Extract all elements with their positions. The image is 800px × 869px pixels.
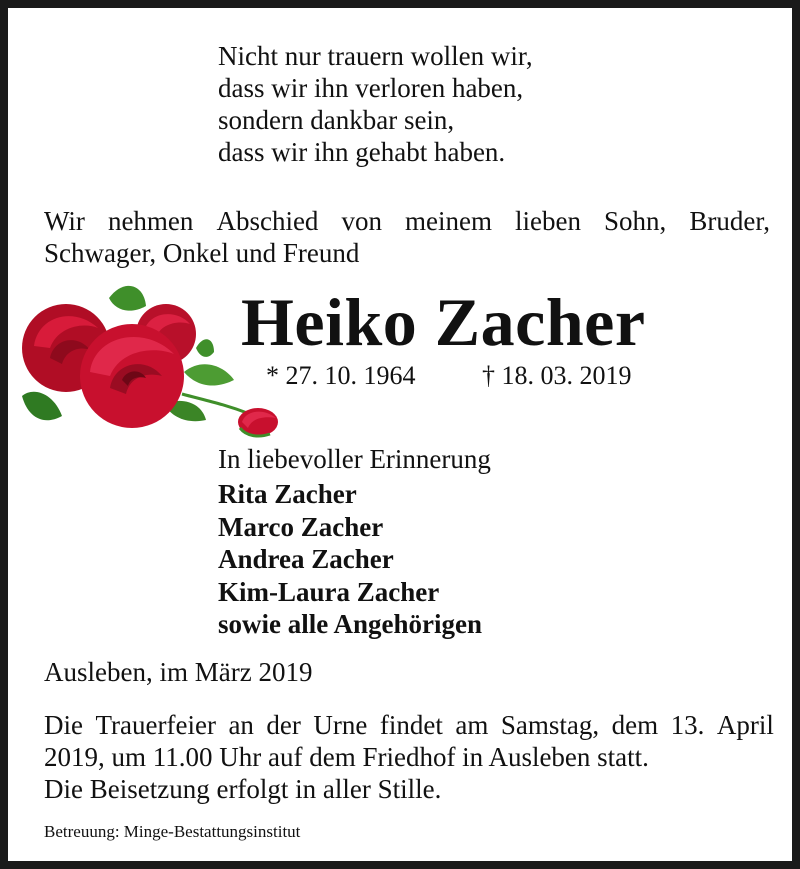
- mourner-name: sowie alle Angehörigen: [218, 609, 482, 639]
- service-line-2: 2019, um 11.00 Uhr auf dem Friedhof in Ausleben statt.: [44, 742, 649, 772]
- service-line-3: Die Beisetzung erfolgt in aller Stille.: [44, 774, 442, 804]
- birth-date: * 27. 10. 1964: [266, 361, 416, 390]
- service-word: April: [716, 710, 774, 740]
- service-word: der: [266, 710, 301, 740]
- mourner-name: Rita Zacher: [218, 479, 357, 509]
- intro-word: meinem: [405, 206, 492, 236]
- service-word: Samstag,: [500, 710, 600, 740]
- mourner-name: Andrea Zacher: [218, 544, 394, 574]
- poem-line: dass wir ihn gehabt haben.: [218, 137, 506, 167]
- service-word: 13.: [670, 710, 705, 740]
- intro-word: Bruder,: [689, 206, 770, 236]
- funeral-home-credit: Betreuung: Minge-Bestattungsinstitut: [44, 822, 301, 841]
- intro-word: lieben: [515, 206, 581, 236]
- poem-line: Nicht nur trauern wollen wir,: [218, 41, 533, 71]
- farewell-intro: [44, 205, 770, 269]
- service-line-1: [44, 709, 774, 741]
- service-word: Die: [44, 710, 83, 740]
- intro-word: Sohn,: [604, 206, 667, 236]
- intro-word: von: [341, 206, 382, 236]
- intro-word: Wir: [44, 206, 85, 236]
- intro-word: nehmen: [107, 206, 194, 236]
- service-word: findet: [379, 710, 443, 740]
- service-word: an: [228, 710, 254, 740]
- mourners-list: [218, 478, 482, 641]
- mourner-name: Kim-Laura Zacher: [218, 576, 440, 607]
- poem-line: dass wir ihn verloren haben,: [218, 73, 524, 103]
- service-word: Trauerfeier: [95, 710, 216, 740]
- intro-line-2: Schwager, Onkel und Freund: [44, 238, 360, 268]
- place-date: Ausleben, im März 2019: [44, 657, 313, 687]
- intro-word: Abschied: [216, 206, 319, 236]
- deceased-name: Heiko Zacher: [241, 284, 646, 360]
- service-info: [44, 709, 774, 805]
- memory-heading: In liebevoller Erinnerung: [218, 444, 491, 474]
- death-date: † 18. 03. 2019: [482, 361, 632, 390]
- service-word: Urne: [313, 710, 368, 740]
- poem: [218, 40, 533, 168]
- service-word: am: [455, 710, 489, 740]
- intro-line-1: [44, 205, 770, 237]
- service-word: dem: [611, 710, 659, 740]
- poem-line: sondern dankbar sein,: [218, 105, 455, 135]
- mourner-name: Marco Zacher: [218, 511, 384, 542]
